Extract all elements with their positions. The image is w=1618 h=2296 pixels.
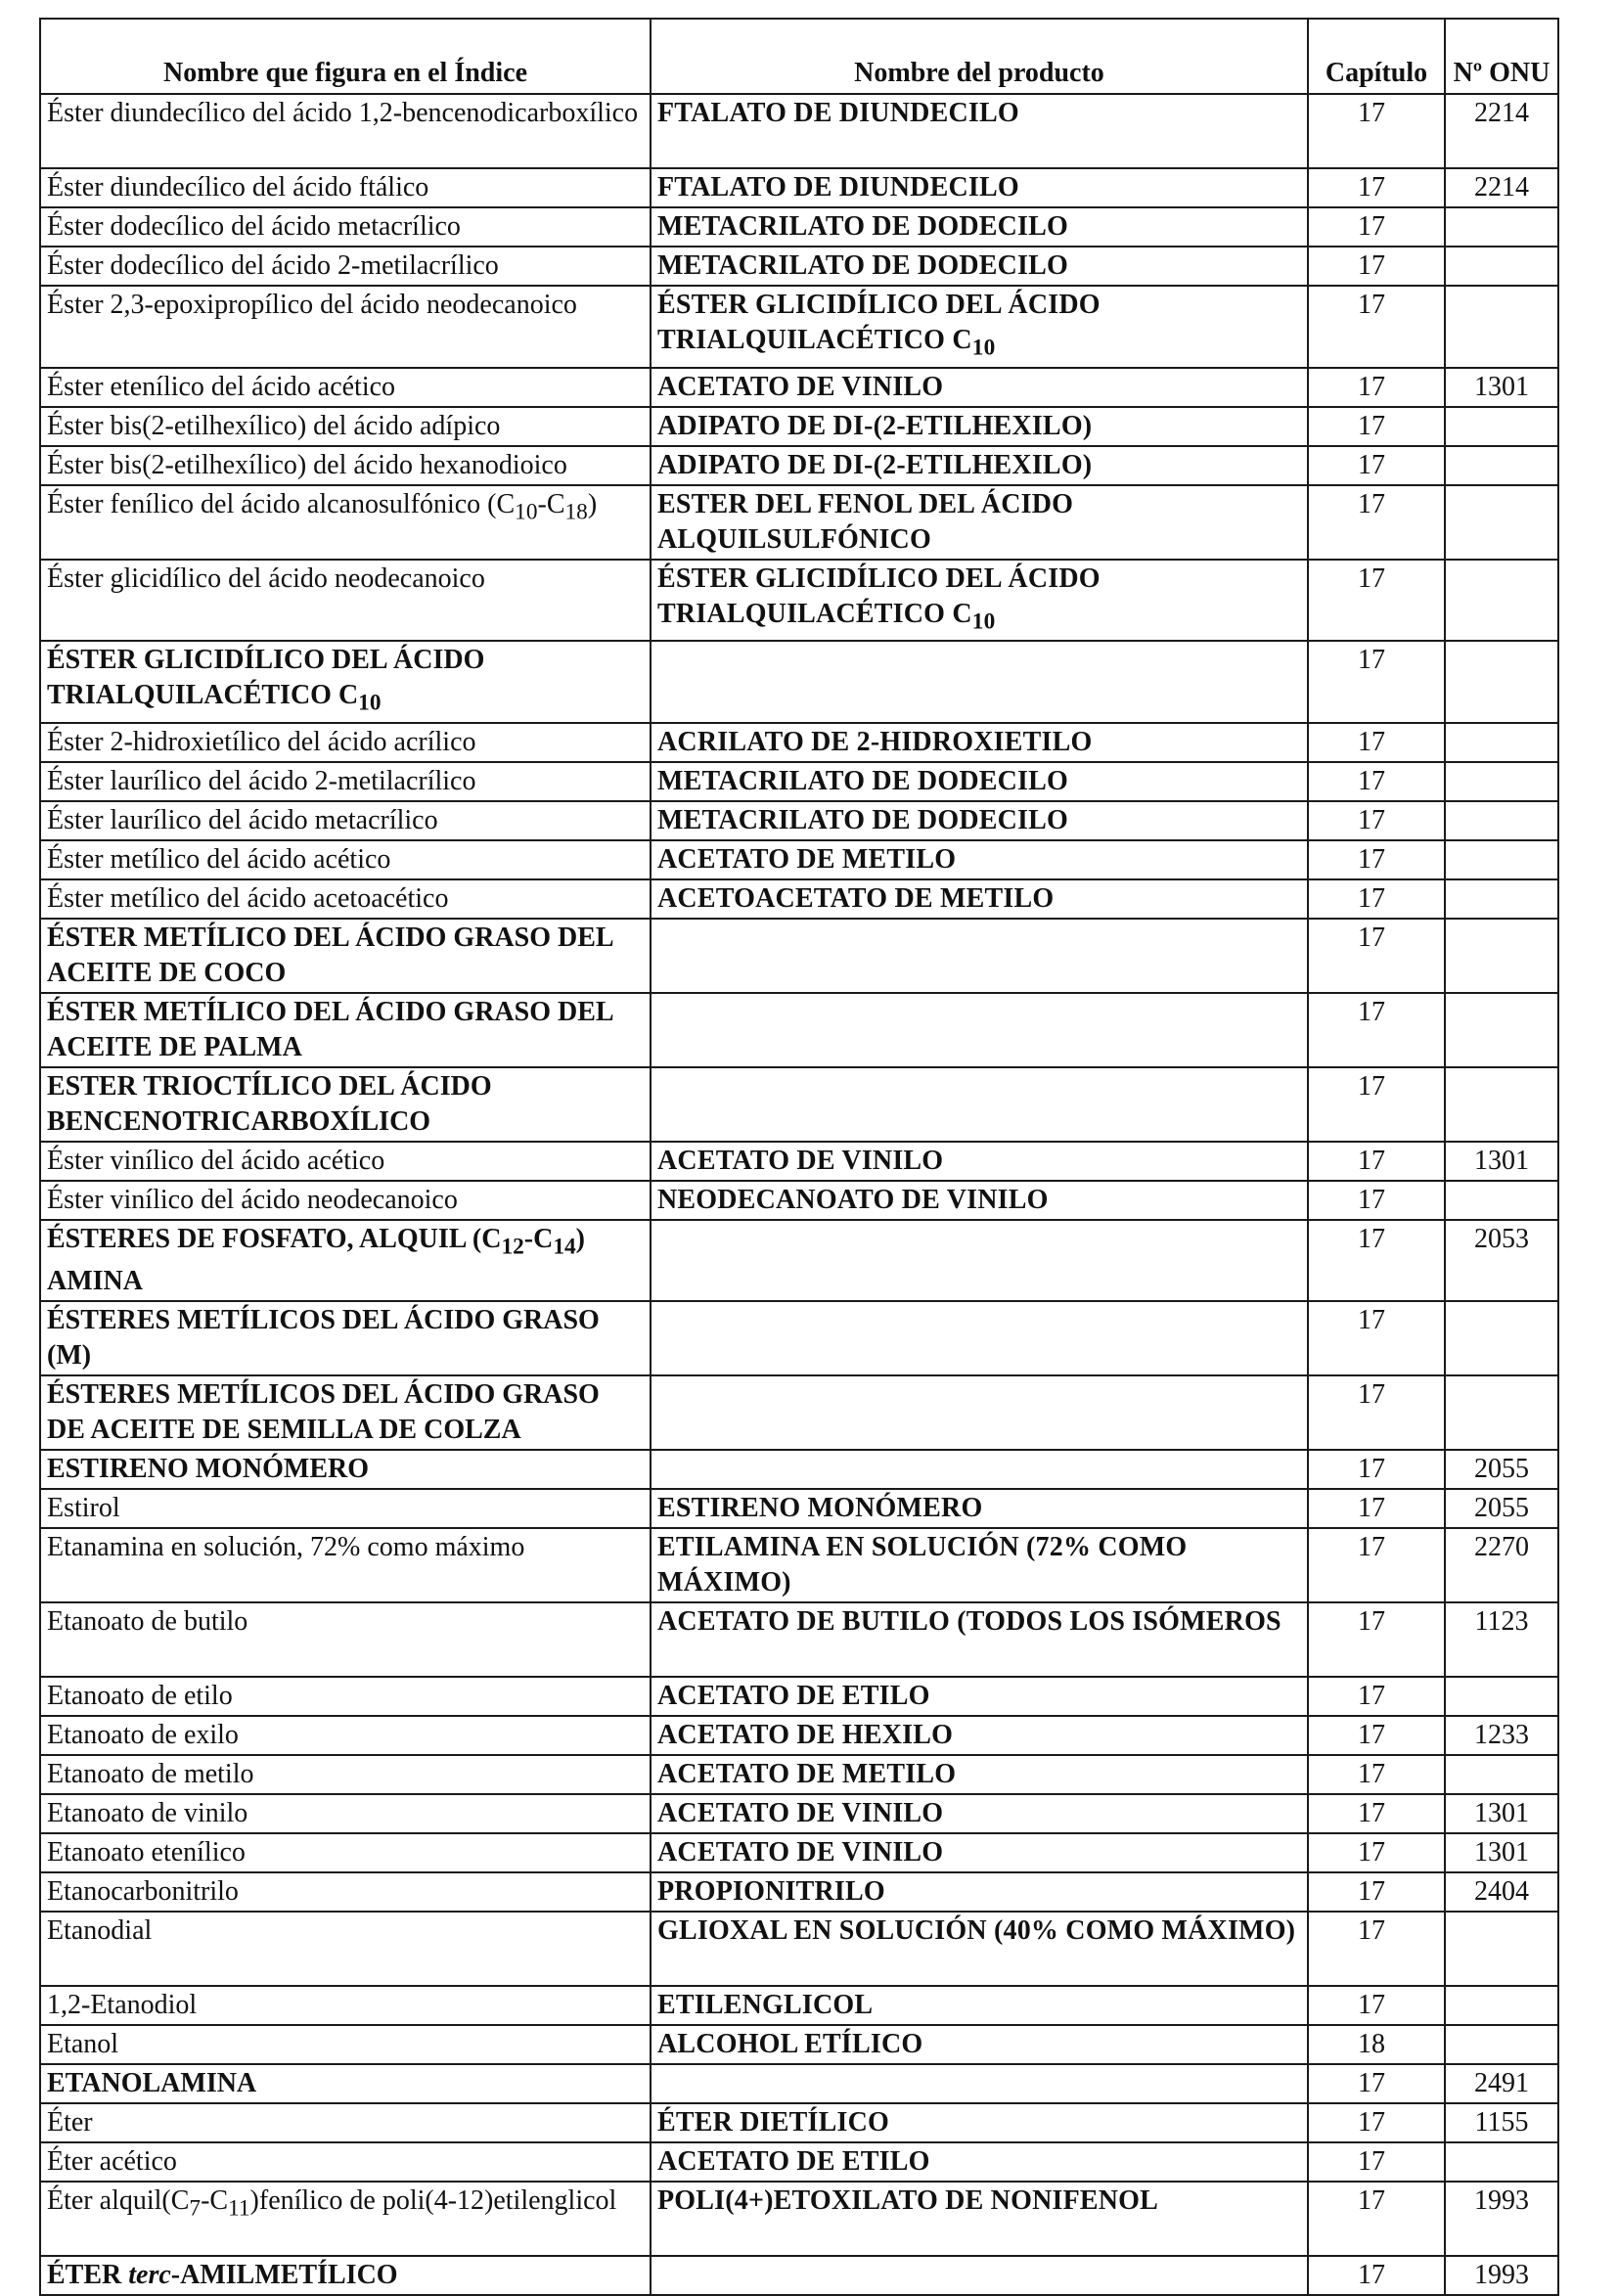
index-name-cell: Etanamina en solución, 72% como máximo [40,1528,651,1602]
table-row [40,1833,1558,1872]
un-number-cell: 1301 [1445,1142,1558,1181]
index-name-cell: Éter $alquil(C_7-C_{11})fenílico$ de poli(4-12)etilenglicol [40,2182,651,2256]
product-name-cell: ETILAMINA EN SOLUCIÓN (72% COMO MÁXIMO) [651,1528,1308,1602]
header-un-number: Nº ONU [1445,19,1558,94]
chapter-cell: 17 [1308,286,1445,368]
index-name-cell: Etanoato de exilo [40,1716,651,1755]
product-name-cell: ACETOACETATO DE METILO [651,879,1308,919]
index-name-cell: ÉTER terc-AMILMETÍLICO [40,2256,651,2295]
un-number-cell: 1993 [1445,2182,1558,2256]
table-row [40,1794,1558,1833]
table-row [40,1375,1558,1450]
table-row [40,993,1558,1067]
table-row [40,1142,1558,1181]
product-name-cell: ALCOHOL ETÍLICO [651,2025,1308,2064]
chapter-cell: 17 [1308,801,1445,840]
un-number-cell [1445,1067,1558,1142]
table-row [40,485,1558,560]
product-name-cell: PROPIONITRILO [651,1872,1308,1912]
chapter-cell: 17 [1308,1528,1445,1602]
product-name-cell: ESTIRENO MONÓMERO [651,1489,1308,1528]
index-name-cell: Etanoato de vinilo [40,1794,651,1833]
index-name-cell: ÉSTER METÍLICO DEL ÁCIDO GRASO DEL ACEITE DE COCO [40,919,651,993]
table-row [40,1872,1558,1912]
un-number-cell [1445,247,1558,286]
chapter-cell: 17 [1308,2064,1445,2103]
index-name-cell: Éster laurílico del ácido 2-metilacrílico [40,762,651,801]
table-row [40,560,1558,642]
header-index-name: Nombre que figura en el Índice [40,19,651,94]
chapter-cell: 17 [1308,1716,1445,1755]
un-number-cell [1445,2142,1558,2182]
index-name-cell: Éster vinílico del ácido acético [40,1142,651,1181]
un-number-cell [1445,207,1558,247]
chapter-cell: 17 [1308,1794,1445,1833]
table-row [40,723,1558,762]
un-number-cell: 1155 [1445,2103,1558,2142]
product-name-cell: ACETATO DE ETILO [651,1677,1308,1716]
un-number-cell [1445,762,1558,801]
chapter-cell: 17 [1308,560,1445,642]
un-number-cell [1445,1755,1558,1794]
product-name-cell: GLIOXAL EN SOLUCIÓN (40% COMO MÁXIMO) [651,1912,1308,1986]
table-row [40,207,1558,247]
table-row [40,2142,1558,2182]
product-name-cell: ETILENGLICOL [651,1986,1308,2025]
index-name-cell: Éter acético [40,2142,651,2182]
product-name-cell: ÉTER DIETÍLICO [651,2103,1308,2142]
un-number-cell [1445,840,1558,879]
product-name-cell [651,2064,1308,2103]
index-name-cell: Éster metílico del ácido acetoacético [40,879,651,919]
product-name-cell [651,919,1308,993]
chapter-cell: 17 [1308,247,1445,286]
chapter-cell: 17 [1308,993,1445,1067]
index-name-cell: ETANOLAMINA [40,2064,651,2103]
product-name-cell: POLI(4+)ETOXILATO DE NONIFENOL [651,2182,1308,2256]
un-number-cell: 1301 [1445,1833,1558,1872]
index-name-cell: 1,2-Etanodiol [40,1986,651,2025]
chapter-cell: 17 [1308,1833,1445,1872]
product-name-cell: ACETATO DE METILO [651,1755,1308,1794]
chemical-index-table [39,18,1559,2296]
product-name-cell: ACETATO DE VINILO [651,368,1308,407]
chapter-cell: 17 [1308,1067,1445,1142]
product-name-cell [651,1220,1308,1302]
chapter-cell: 17 [1308,919,1445,993]
un-number-cell [1445,485,1558,560]
table-row [40,407,1558,446]
un-number-cell [1445,801,1558,840]
index-name-cell: ÉSTERES METÍLICOS DEL ÁCIDO GRASO DE ACEITE DE SEMILLA DE COLZA [40,1375,651,1450]
product-name-cell: ÉSTER GLICIDÍLICO DEL ÁCIDO TRIALQUILACÉTICO $C_{10}$ [651,286,1308,368]
product-name-cell: ACETATO DE VINILO [651,1794,1308,1833]
un-number-cell: 2055 [1445,1450,1558,1489]
index-name-cell: Éster bis(2-etilhexílico) del ácido adípico [40,407,651,446]
un-number-cell [1445,560,1558,642]
product-name-cell: ACETATO DE ETILO [651,2142,1308,2182]
un-number-cell [1445,407,1558,446]
un-number-cell: 2053 [1445,1220,1558,1302]
product-name-cell: METACRILATO DE DODECILO [651,207,1308,247]
product-name-cell [651,1067,1308,1142]
product-name-cell [651,1301,1308,1375]
un-number-cell [1445,1375,1558,1450]
product-name-cell: ÉSTER GLICIDÍLICO DEL ÁCIDO TRIALQUILACÉTICO $C_{10}$ [651,560,1308,642]
chapter-cell: 17 [1308,1986,1445,2025]
table-row [40,1220,1558,1302]
un-number-cell: 2214 [1445,168,1558,207]
table-row [40,2103,1558,2142]
table-row [40,1301,1558,1375]
chapter-cell: 17 [1308,368,1445,407]
index-name-cell: Éster fenílico del ácido alcanosulfónico $(C_{10}-C_{18})$ [40,485,651,560]
index-name-cell: ESTER TRIOCTÍLICO DEL ÁCIDO BENCENOTRICARBOXÍLICO [40,1067,651,1142]
un-number-cell [1445,2025,1558,2064]
chapter-cell: 18 [1308,2025,1445,2064]
product-name-cell: METACRILATO DE DODECILO [651,801,1308,840]
un-number-cell [1445,993,1558,1067]
table-row [40,1912,1558,1986]
index-name-cell: Éster diundecílico del ácido ftálico [40,168,651,207]
chapter-cell: 17 [1308,1450,1445,1489]
un-number-cell [1445,1301,1558,1375]
chapter-cell: 17 [1308,2182,1445,2256]
un-number-cell: 1123 [1445,1602,1558,1677]
product-name-cell: FTALATO DE DIUNDECILO [651,168,1308,207]
table-row [40,2064,1558,2103]
product-name-cell [651,2256,1308,2295]
un-number-cell [1445,286,1558,368]
un-number-cell: 2214 [1445,94,1558,168]
index-name-cell: Éster 2,3-epoxipropílico del ácido neodecanoico [40,286,651,368]
table-row [40,879,1558,919]
un-number-cell [1445,879,1558,919]
un-number-cell [1445,723,1558,762]
table-row [40,368,1558,407]
un-number-cell: 2055 [1445,1489,1558,1528]
chapter-cell: 17 [1308,2142,1445,2182]
table-row [40,1181,1558,1220]
table-row [40,286,1558,368]
index-name-cell: Etanoato de butilo [40,1602,651,1677]
chapter-cell: 17 [1308,485,1445,560]
product-name-cell: FTALATO DE DIUNDECILO [651,94,1308,168]
index-table-page [39,18,1557,2296]
chapter-cell: 17 [1308,1755,1445,1794]
un-number-cell: 1993 [1445,2256,1558,2295]
un-number-cell: 2491 [1445,2064,1558,2103]
chapter-cell: 17 [1308,1489,1445,1528]
index-name-cell: ESTIRENO MONÓMERO [40,1450,651,1489]
index-name-cell: Éster etenílico del ácido acético [40,368,651,407]
chapter-cell: 17 [1308,1602,1445,1677]
index-name-cell: Éster dodecílico del ácido 2-metilacrílico [40,247,651,286]
index-name-cell: Etanoato etenílico [40,1833,651,1872]
table-row [40,801,1558,840]
index-name-cell: Éster glicidílico del ácido neodecanoico [40,560,651,642]
table-row [40,1450,1558,1489]
index-name-cell: ÉSTERES DE FOSFATO, ALQUIL $(C_{12}-C_{14})$ AMINA [40,1220,651,1302]
product-name-cell: ACETATO DE METILO [651,840,1308,879]
table-row [40,1716,1558,1755]
table-row [40,1602,1558,1677]
table-row [40,1528,1558,1602]
product-name-cell [651,1450,1308,1489]
product-name-cell: ADIPATO DE DI-(2-ETILHEXILO) [651,407,1308,446]
index-name-cell: ÉSTER GLICIDÍLICO DEL ÁCIDO TRIALQUILACÉTICO $C_{10}$ [40,641,651,723]
table-body [40,94,1558,2295]
un-number-cell [1445,641,1558,723]
index-name-cell: ÉSTERES METÍLICOS DEL ÁCIDO GRASO (M) [40,1301,651,1375]
product-name-cell: ACETATO DE VINILO [651,1142,1308,1181]
chapter-cell: 17 [1308,840,1445,879]
product-name-cell [651,993,1308,1067]
index-name-cell: ÉSTER METÍLICO DEL ÁCIDO GRASO DEL ACEITE DE PALMA [40,993,651,1067]
un-number-cell [1445,919,1558,993]
chapter-cell: 17 [1308,2103,1445,2142]
table-row [40,1677,1558,1716]
un-number-cell: 1233 [1445,1716,1558,1755]
index-name-cell: Éster metílico del ácido acético [40,840,651,879]
chapter-cell: 17 [1308,1142,1445,1181]
un-number-cell: 2270 [1445,1528,1558,1602]
un-number-cell [1445,1181,1558,1220]
chapter-cell: 17 [1308,1301,1445,1375]
product-name-cell: ACETATO DE HEXILO [651,1716,1308,1755]
chapter-cell: 17 [1308,1872,1445,1912]
product-name-cell: ACETATO DE VINILO [651,1833,1308,1872]
chapter-cell: 17 [1308,879,1445,919]
chapter-cell: 17 [1308,1912,1445,1986]
table-row [40,2256,1558,2295]
index-name-cell: Éster laurílico del ácido metacrílico [40,801,651,840]
table-row [40,2025,1558,2064]
product-name-cell: METACRILATO DE DODECILO [651,762,1308,801]
un-number-cell [1445,1986,1558,2025]
chapter-cell: 17 [1308,723,1445,762]
index-name-cell: Éster 2-hidroxietílico del ácido acrílico [40,723,651,762]
table-row [40,94,1558,168]
un-number-cell: 1301 [1445,1794,1558,1833]
chapter-cell: 17 [1308,641,1445,723]
un-number-cell [1445,1912,1558,1986]
header-product-name: Nombre del producto [651,19,1308,94]
table-row [40,641,1558,723]
chapter-cell: 17 [1308,1375,1445,1450]
chapter-cell: 17 [1308,94,1445,168]
table-row [40,2182,1558,2256]
chapter-cell: 17 [1308,1181,1445,1220]
index-name-cell: Éter [40,2103,651,2142]
un-number-cell: 1301 [1445,368,1558,407]
product-name-cell: METACRILATO DE DODECILO [651,247,1308,286]
chapter-cell: 17 [1308,1677,1445,1716]
un-number-cell [1445,1677,1558,1716]
product-name-cell: ESTER DEL FENOL DEL ÁCIDO ALQUILSULFÓNICO [651,485,1308,560]
index-name-cell: Éster diundecílico del ácido 1,2-bencenodicarboxílico [40,94,651,168]
table-row [40,919,1558,993]
index-name-cell: Éster dodecílico del ácido metacrílico [40,207,651,247]
table-row [40,1067,1558,1142]
index-name-cell: Etanodial [40,1912,651,1986]
header-chapter: Capítulo [1308,19,1445,94]
index-name-cell: Estirol [40,1489,651,1528]
product-name-cell: ACETATO DE BUTILO (TODOS LOS ISÓMEROS [651,1602,1308,1677]
index-name-cell: Etanoato de etilo [40,1677,651,1716]
chapter-cell: 17 [1308,1220,1445,1302]
product-name-cell [651,1375,1308,1450]
table-row [40,1755,1558,1794]
index-name-cell: Etanol [40,2025,651,2064]
table-row [40,446,1558,485]
index-name-cell: Etanocarbonitrilo [40,1872,651,1912]
product-name-cell: ACRILATO DE 2-HIDROXIETILO [651,723,1308,762]
chapter-cell: 17 [1308,407,1445,446]
index-name-cell: Éster vinílico del ácido neodecanoico [40,1181,651,1220]
index-name-cell: Éster bis(2-etilhexílico) del ácido hexanodioico [40,446,651,485]
table-row [40,247,1558,286]
table-header-row [40,19,1558,94]
chapter-cell: 17 [1308,446,1445,485]
table-row [40,1986,1558,2025]
chapter-cell: 17 [1308,762,1445,801]
table-row [40,840,1558,879]
product-name-cell [651,641,1308,723]
un-number-cell: 2404 [1445,1872,1558,1912]
chapter-cell: 17 [1308,168,1445,207]
un-number-cell [1445,446,1558,485]
chapter-cell: 17 [1308,207,1445,247]
chapter-cell: 17 [1308,2256,1445,2295]
product-name-cell: ADIPATO DE DI-(2-ETILHEXILO) [651,446,1308,485]
index-name-cell: Etanoato de metilo [40,1755,651,1794]
table-row [40,762,1558,801]
table-row [40,1489,1558,1528]
table-row [40,168,1558,207]
product-name-cell: NEODECANOATO DE VINILO [651,1181,1308,1220]
